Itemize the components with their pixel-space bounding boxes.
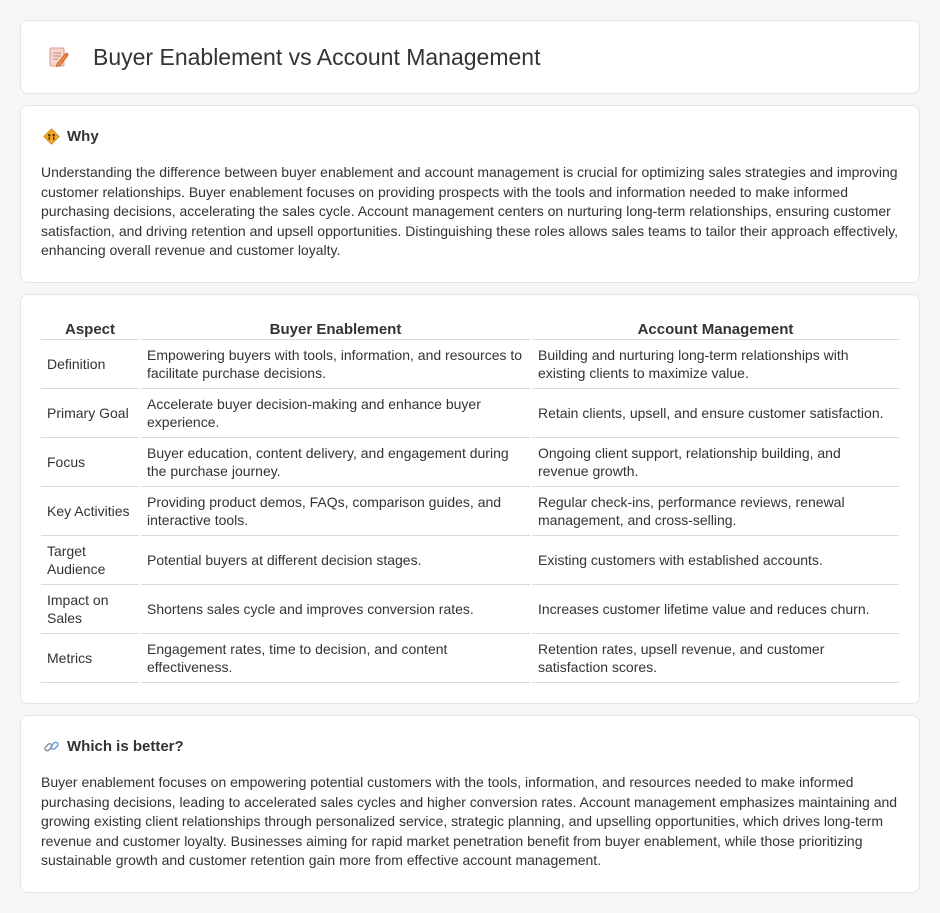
page-title: Buyer Enablement vs Account Management bbox=[93, 43, 541, 70]
row-account-management: Retention rates, upsell revenue, and customer satisfaction scores. bbox=[532, 634, 899, 683]
why-title: Why bbox=[67, 128, 99, 145]
which-section bbox=[20, 715, 920, 893]
which-header bbox=[41, 738, 899, 755]
row-buyer-enablement: Potential buyers at different decision stages. bbox=[141, 536, 530, 585]
row-buyer-enablement: Providing product demos, FAQs, comparison guides, and interactive tools. bbox=[141, 487, 530, 536]
title-card bbox=[20, 20, 920, 94]
comparison-table-card bbox=[20, 294, 920, 704]
table-row bbox=[41, 438, 899, 487]
table-row bbox=[41, 340, 899, 389]
row-buyer-enablement: Engagement rates, time to decision, and content effectiveness. bbox=[141, 634, 530, 683]
comparison-table bbox=[39, 315, 901, 683]
which-text: Buyer enablement focuses on empowering potential customers with the tools, information, and resources needed to make informed purchasing decisions, leading to accelerated sales cycles and higher conversion rates. Account management emphasizes maintaining and growing existing client relationships through personalized service, strategic planning, and upselling opportunities, which drives long-term revenue and customer loyalty. Businesses aiming for rapid market penetration benefit from buyer enablement, while those prioritizing sustainable growth and customer retention gain more from effective account management. bbox=[41, 774, 898, 869]
table-header-row bbox=[41, 315, 899, 340]
row-account-management: Building and nurturing long-term relationships with existing clients to maximize value. bbox=[532, 340, 899, 389]
why-section bbox=[20, 105, 920, 283]
row-account-management: Regular check-ins, performance reviews, renewal management, and cross-selling. bbox=[532, 487, 899, 536]
row-buyer-enablement: Shortens sales cycle and improves conversion rates. bbox=[141, 585, 530, 634]
row-buyer-enablement: Accelerate buyer decision-making and enhance buyer experience. bbox=[141, 389, 530, 438]
row-aspect: Key Activities bbox=[41, 487, 139, 536]
table-row bbox=[41, 634, 899, 683]
document-pencil-icon bbox=[47, 46, 69, 68]
why-text: Understanding the difference between buyer enablement and account management is crucial for optimizing sales strategies and improving customer relationships. Buyer enablement focuses on providing prospects with the tools and information needed to make informed purchasing decisions, accelerating the sales cycle. Account management centers on nurturing long-term relationships, ensuring customer satisfaction, and driving retention and upsell opportunities. Distinguishing these roles allows sales teams to tailor their approach effectively, enhancing overall revenue and customer loyalty. bbox=[41, 164, 899, 259]
row-account-management: Ongoing client support, relationship building, and revenue growth. bbox=[532, 438, 899, 487]
row-account-management: Existing customers with established accounts. bbox=[532, 536, 899, 585]
row-aspect: Impact on Sales bbox=[41, 585, 139, 634]
why-header bbox=[41, 128, 899, 145]
table-row bbox=[41, 389, 899, 438]
row-buyer-enablement: Empowering buyers with tools, information, and resources to facilitate purchase decisions. bbox=[141, 340, 530, 389]
diamond-sign-icon bbox=[43, 128, 60, 145]
row-account-management: Increases customer lifetime value and reduces churn. bbox=[532, 585, 899, 634]
table-row bbox=[41, 536, 899, 585]
link-icon bbox=[43, 738, 60, 755]
row-aspect: Target Audience bbox=[41, 536, 139, 585]
header-aspect: Aspect bbox=[41, 315, 139, 340]
row-aspect: Metrics bbox=[41, 634, 139, 683]
header-account-management: Account Management bbox=[532, 315, 899, 340]
row-aspect: Focus bbox=[41, 438, 139, 487]
row-account-management: Retain clients, upsell, and ensure customer satisfaction. bbox=[532, 389, 899, 438]
table-row bbox=[41, 585, 899, 634]
row-aspect: Primary Goal bbox=[41, 389, 139, 438]
which-title: Which is better? bbox=[67, 738, 184, 755]
header-buyer-enablement: Buyer Enablement bbox=[141, 315, 530, 340]
row-aspect: Definition bbox=[41, 340, 139, 389]
row-buyer-enablement: Buyer education, content delivery, and engagement during the purchase journey. bbox=[141, 438, 530, 487]
table-row bbox=[41, 487, 899, 536]
